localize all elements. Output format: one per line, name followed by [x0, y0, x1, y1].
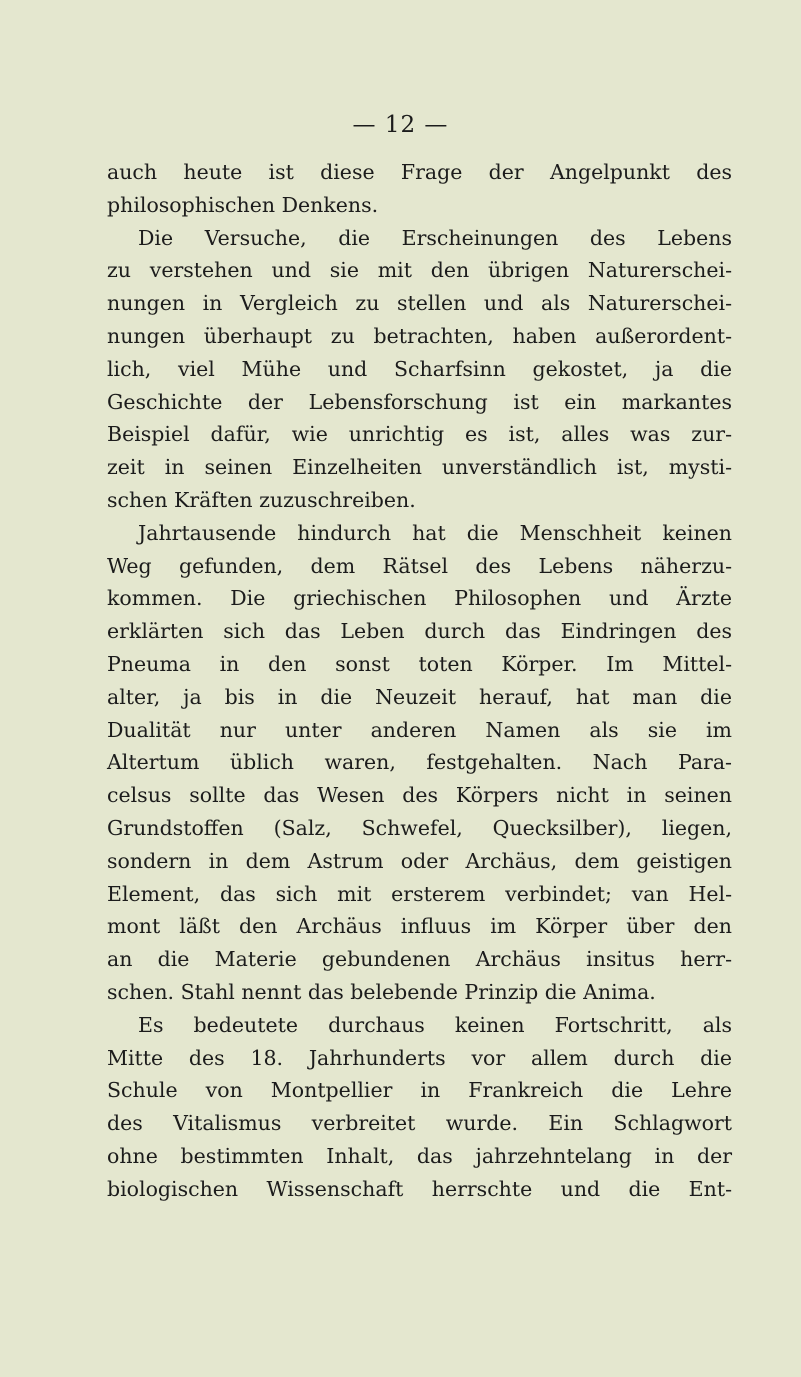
text-line: Schule von Montpellier in Frankreich die Lehre — [107, 1078, 732, 1103]
text-line: Es bedeutete durchaus keinen Fortschritt, als — [138, 1012, 732, 1037]
text-line: sondern in dem Astrum oder Archäus, dem geistigen — [107, 848, 732, 873]
text-line: mont läßt den Archäus influus im Körper über den — [107, 914, 732, 939]
text-line: nungen überhaupt zu betrachten, haben außerordent- — [107, 323, 732, 348]
text-line: ohne bestimmten Inhalt, das jahrzehntelang in der — [107, 1143, 732, 1168]
text-line: zu verstehen und sie mit den übrigen Naturerschei- — [107, 258, 732, 283]
text-line: biologischen Wissenschaft herrschte und die Ent- — [107, 1176, 732, 1201]
page-number: — 12 — — [352, 112, 449, 138]
text-line: Jahrtausende hindurch hat die Menschheit keinen — [138, 520, 732, 545]
text-line: nungen in Vergleich zu stellen und als Naturerschei- — [107, 291, 732, 316]
text-line: an die Materie gebundenen Archäus insitus herr- — [107, 947, 732, 972]
text-line: Weg gefunden, dem Rätsel des Lebens näherzu- — [107, 553, 732, 578]
body-text — [107, 156, 732, 1206]
text-line: kommen. Die griechischen Philosophen und Ärzte — [107, 586, 732, 611]
text-line: Geschichte der Lebensforschung ist ein markantes — [107, 389, 732, 414]
text-line: Grundstoffen (Salz, Schwefel, Quecksilber), liegen, — [107, 815, 732, 840]
text-line: Die Versuche, die Erscheinungen des Lebens — [138, 225, 732, 250]
text-line: zeit in seinen Einzelheiten unverständlich ist, mysti- — [107, 455, 732, 480]
text-line: auch heute ist diese Frage der Angelpunkt des — [107, 160, 732, 184]
text-line: celsus sollte das Wesen des Körpers nicht in seinen — [107, 783, 732, 808]
text-line: Pneuma in den sonst toten Körper. Im Mittel- — [107, 651, 732, 676]
text-line: philosophischen Denkens. — [107, 192, 379, 217]
text-line: Beispiel dafür, wie unrichtig es ist, alles was zur- — [107, 422, 732, 447]
text-line: Mitte des 18. Jahrhunderts vor allem durch die — [107, 1045, 732, 1070]
text-line: erklärten sich das Leben durch das Eindringen des — [107, 619, 732, 644]
text-line: Altertum üblich waren, festgehalten. Nach Para- — [107, 750, 732, 775]
text-line: Element, das sich mit ersterem verbindet; van Hel- — [107, 881, 732, 906]
text-line: schen Kräften zuzuschreiben. — [107, 487, 416, 512]
text-line: lich, viel Mühe und Scharfsinn gekostet, ja die — [107, 356, 732, 381]
text-line: schen. Stahl nennt das belebende Prinzip die Anima. — [107, 979, 656, 1004]
text-line: des Vitalismus verbreitet wurde. Ein Schlagwort — [107, 1111, 732, 1136]
text-line: Dualität nur unter anderen Namen als sie im — [107, 717, 732, 742]
text-line: alter, ja bis in die Neuzeit herauf, hat man die — [107, 684, 732, 709]
